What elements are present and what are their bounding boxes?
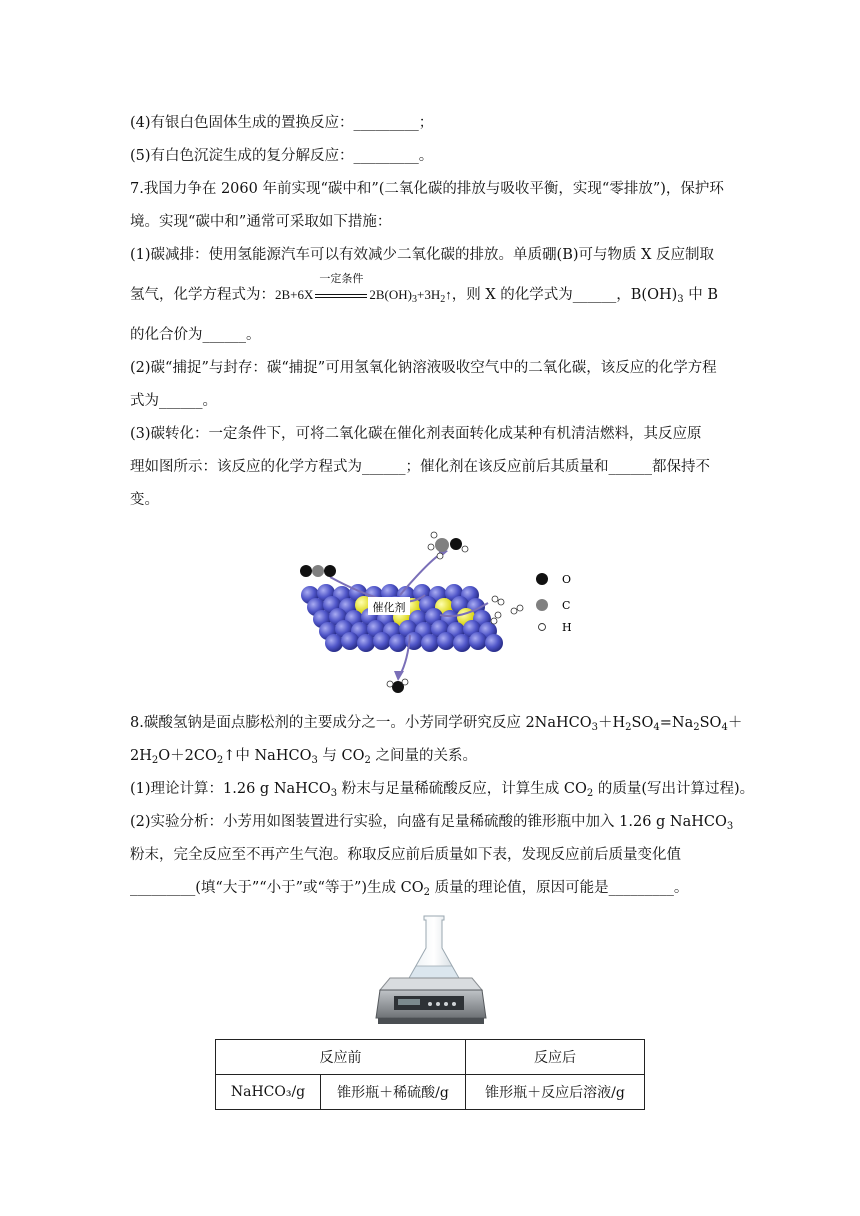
q8-part2-line1: (2)实验分析：小芳用如图装置进行实验，向盛有足量稀硫酸的锥形瓶中加入 1.26 g NaHCO$_3$ — [130, 814, 734, 832]
legend-carbon-icon — [536, 599, 548, 611]
equation-post: ，则 X 的化学式为______，B(OH) — [451, 287, 678, 303]
q6-part4: (4)有银白色固体生成的置换反应：_________； — [130, 115, 434, 131]
mass-data-table — [215, 1039, 645, 1110]
q8-intro-line2: $2H_2O+2CO_2↑$中 NaHCO$_3$ 与 $CO_2$ 之间量的关系。 — [130, 748, 478, 766]
gas-arrow: ↑ — [445, 287, 452, 302]
q7-intro-line2: 境。实现“碳中和”通常可采取如下措施： — [130, 214, 392, 230]
q7-part3-line1: (3)碳转化：一定条件下，可将二氧化碳在催化剂表面转化成某种有机清洁燃料，其反应原 — [130, 426, 702, 442]
q7-part2-line2: 式为______。 — [130, 393, 217, 409]
col-flask-acid: 锥形瓶＋稀硫酸/g — [321, 1075, 466, 1110]
q8-intro-line1: 8.碳酸氢钠是面点膨松剂的主要成分之一。小芳同学研究反应 $2NaHCO_3+H_2SO_4=Na_2SO_4+$ — [130, 715, 743, 733]
legend-carbon-label: C — [562, 599, 571, 612]
subscript: 3 — [677, 294, 684, 305]
catalyst-atom — [485, 634, 503, 652]
equation-right: 2B(OH) — [369, 287, 412, 302]
catalyst-label-text: 催化剂 — [372, 601, 406, 614]
equation — [275, 273, 452, 305]
reaction-condition — [315, 273, 367, 306]
q8-part2-line3: _________(填“大于”“小于”或“等于”)生成 $CO_2$ 质量的理论值，原因可能是_________。 — [130, 880, 689, 898]
q8-part2-line2: 粉末，完全反应至不再产生气泡。称取反应前后质量如下表，发现反应前后质量变化值 — [130, 847, 681, 863]
oxygen-atom — [324, 565, 336, 577]
catalyst-atom — [341, 632, 359, 650]
header-after: 反应后 — [466, 1040, 645, 1075]
catalyst-atom — [325, 634, 343, 652]
condition-text: 一定条件 — [319, 273, 364, 285]
oxygen-atom — [300, 565, 312, 577]
carbon-atom — [435, 538, 449, 552]
equation-tail: +3H — [417, 287, 441, 302]
header-before: 反应前 — [216, 1040, 466, 1075]
legend-hydrogen-icon — [539, 624, 546, 631]
catalyst-atom — [373, 632, 391, 650]
catalyst-reaction-diagram — [280, 525, 600, 700]
equation-prefix: 氢气，化学方程式为： — [130, 287, 275, 303]
catalyst-atom — [437, 632, 455, 650]
q7-intro-line1: 7.我国力争在 2060 年前实现“碳中和”(二氧化碳的排放与吸收平衡，实现“零排放”)，保护环 — [130, 181, 724, 197]
q7-part1-line1: (1)碳减排：使用氢能源汽车可以有效减少二氧化碳的排放。单质硼(B)可与物质 X 反应制取 — [130, 247, 715, 263]
col-flask-solution: 锥形瓶＋反应后溶液/g — [466, 1075, 645, 1110]
subscript: 2 — [440, 294, 446, 305]
legend — [536, 573, 572, 634]
catalyst-atom — [421, 634, 439, 652]
equation-left: 2B+6X — [275, 287, 314, 302]
q8-part1: (1)理论计算：1.26 g NaHCO$_3$ 粉末与足量稀硫酸反应，计算生成 $CO_2$ 的质量(写出计算过程)。 — [130, 781, 755, 799]
oxygen-atom — [450, 538, 462, 550]
carbon-atom — [312, 565, 324, 577]
legend-hydrogen-label: H — [562, 621, 572, 634]
q7-part3-line3: 变。 — [130, 492, 159, 508]
catalyst-atom — [453, 634, 471, 652]
catalyst-label — [368, 597, 410, 615]
legend-oxygen-label: O — [562, 573, 572, 586]
catalyst-atom — [469, 632, 487, 650]
q7-part3-line2: 理如图所示：该反应的化学方程式为______；催化剂在该反应前后其质量和______都保持不 — [130, 459, 710, 475]
table-row — [216, 1075, 645, 1110]
subscript: 3 — [412, 294, 417, 305]
q6-part5: (5)有白色沉淀生成的复分解反应：_________。 — [130, 148, 434, 164]
electronic-balance-with-flask-image — [372, 910, 492, 1035]
q7-part1-line3: 的化合价为______。 — [130, 327, 261, 343]
equation-post2: 中 B — [683, 287, 719, 303]
catalyst-atom — [357, 634, 375, 652]
legend-oxygen-icon — [536, 573, 548, 585]
q7-part2-line1: (2)碳“捕捉”与封存：碳“捕捉”可用氢氧化钠溶液吸收空气中的二氧化碳，该反应的化学方程 — [130, 360, 717, 376]
catalyst-atom — [389, 634, 407, 652]
q7-part1-equation-line — [130, 273, 735, 311]
table-header-row — [216, 1040, 645, 1075]
col-nahco3: NaHCO₃/g — [216, 1075, 321, 1110]
